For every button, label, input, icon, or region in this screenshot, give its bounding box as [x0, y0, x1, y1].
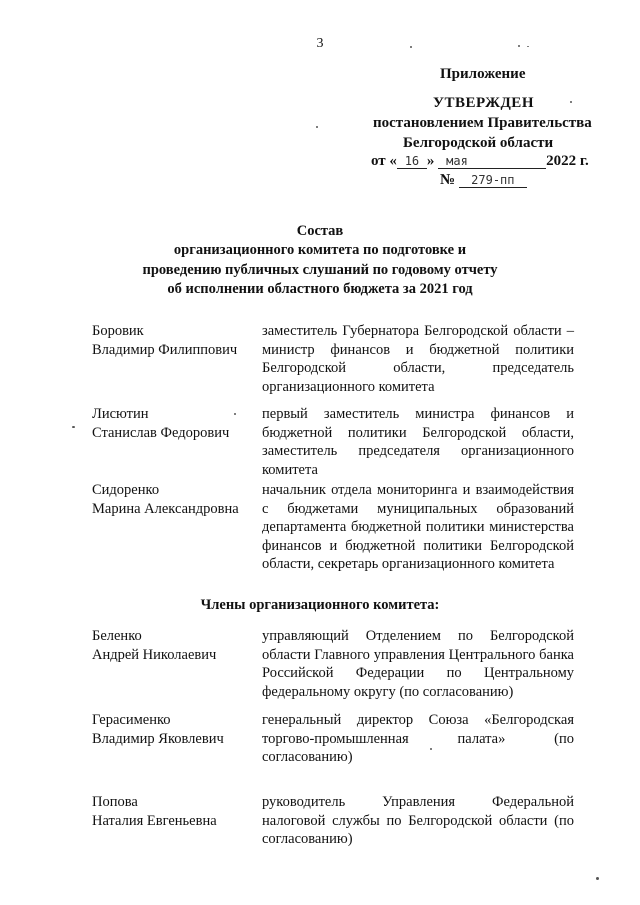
scan-speck [410, 46, 412, 48]
number-value: 279-пп [459, 173, 527, 188]
member-role: руководитель Управления Федеральной налоговой службы по Белгородской области (по согласованию) [262, 794, 574, 847]
scan-speck [596, 877, 599, 880]
member-name: Боровик Владимир Филиппович [92, 323, 238, 358]
scan-speck [570, 101, 572, 103]
appendix-label: Приложение [440, 66, 526, 82]
member-name: Герасименко Владимир Яковлевич [92, 712, 224, 747]
scan-speck [234, 413, 236, 415]
member-name: Лисютин Станислав Федорович [92, 406, 230, 441]
scan-speck [518, 45, 520, 47]
members-heading: Члены организационного комитета: [200, 597, 440, 613]
date-prefix: от « [371, 153, 397, 169]
scan-speck [72, 426, 75, 428]
date-month: мая [438, 154, 546, 169]
decree-number [440, 172, 527, 189]
decree-date [371, 153, 589, 170]
region-label: Белгородской области [403, 135, 554, 151]
document-subtitle: организационного комитета по подготовке и проведению публичных слушаний по годовому отчету об исполнении областного бюджета за 2021 год [142, 242, 498, 297]
document-title: Состав [296, 223, 344, 239]
member-name: Попова Наталия Евгеньевна [92, 794, 217, 829]
member-role: заместитель Губернатора Белгородской области – министр финансов и бюджетной политики Белгородской области, председатель организационного комитета [262, 323, 574, 395]
member-role: генеральный директор Союза «Белгородская торгово-промышленная палата» (по согласованию) [262, 712, 574, 765]
scan-speck [527, 46, 529, 47]
member-role: управляющий Отделением по Белгородской области Главного управления Центрального банка Российской Федерации по Центральному федеральному округу (по согласованию) [262, 628, 574, 700]
member-name: Сидоренко Марина Александровна [92, 482, 239, 517]
member-name: Беленко Андрей Николаевич [92, 628, 217, 663]
date-day: 16 [397, 154, 427, 169]
number-prefix: № [440, 172, 456, 188]
date-year: 2022 г. [546, 153, 589, 169]
page-number: 3 [316, 36, 324, 51]
member-role: начальник отдела мониторинга и взаимодействия с бюджетами муниципальных образований департамента бюджетной политики министерства финансов и бюджетной политики Белгородской области, секретарь организационного комитета [262, 482, 574, 572]
decree-label: постановлением Правительства [373, 115, 592, 131]
scan-speck [430, 748, 432, 750]
scan-speck [316, 126, 318, 128]
member-role: первый заместитель министра финансов и бюджетной политики Белгородской области, заместитель председателя организационного комитета [262, 406, 574, 478]
date-mid: » [426, 153, 435, 169]
approved-label: УТВЕРЖДЕН [433, 95, 534, 111]
